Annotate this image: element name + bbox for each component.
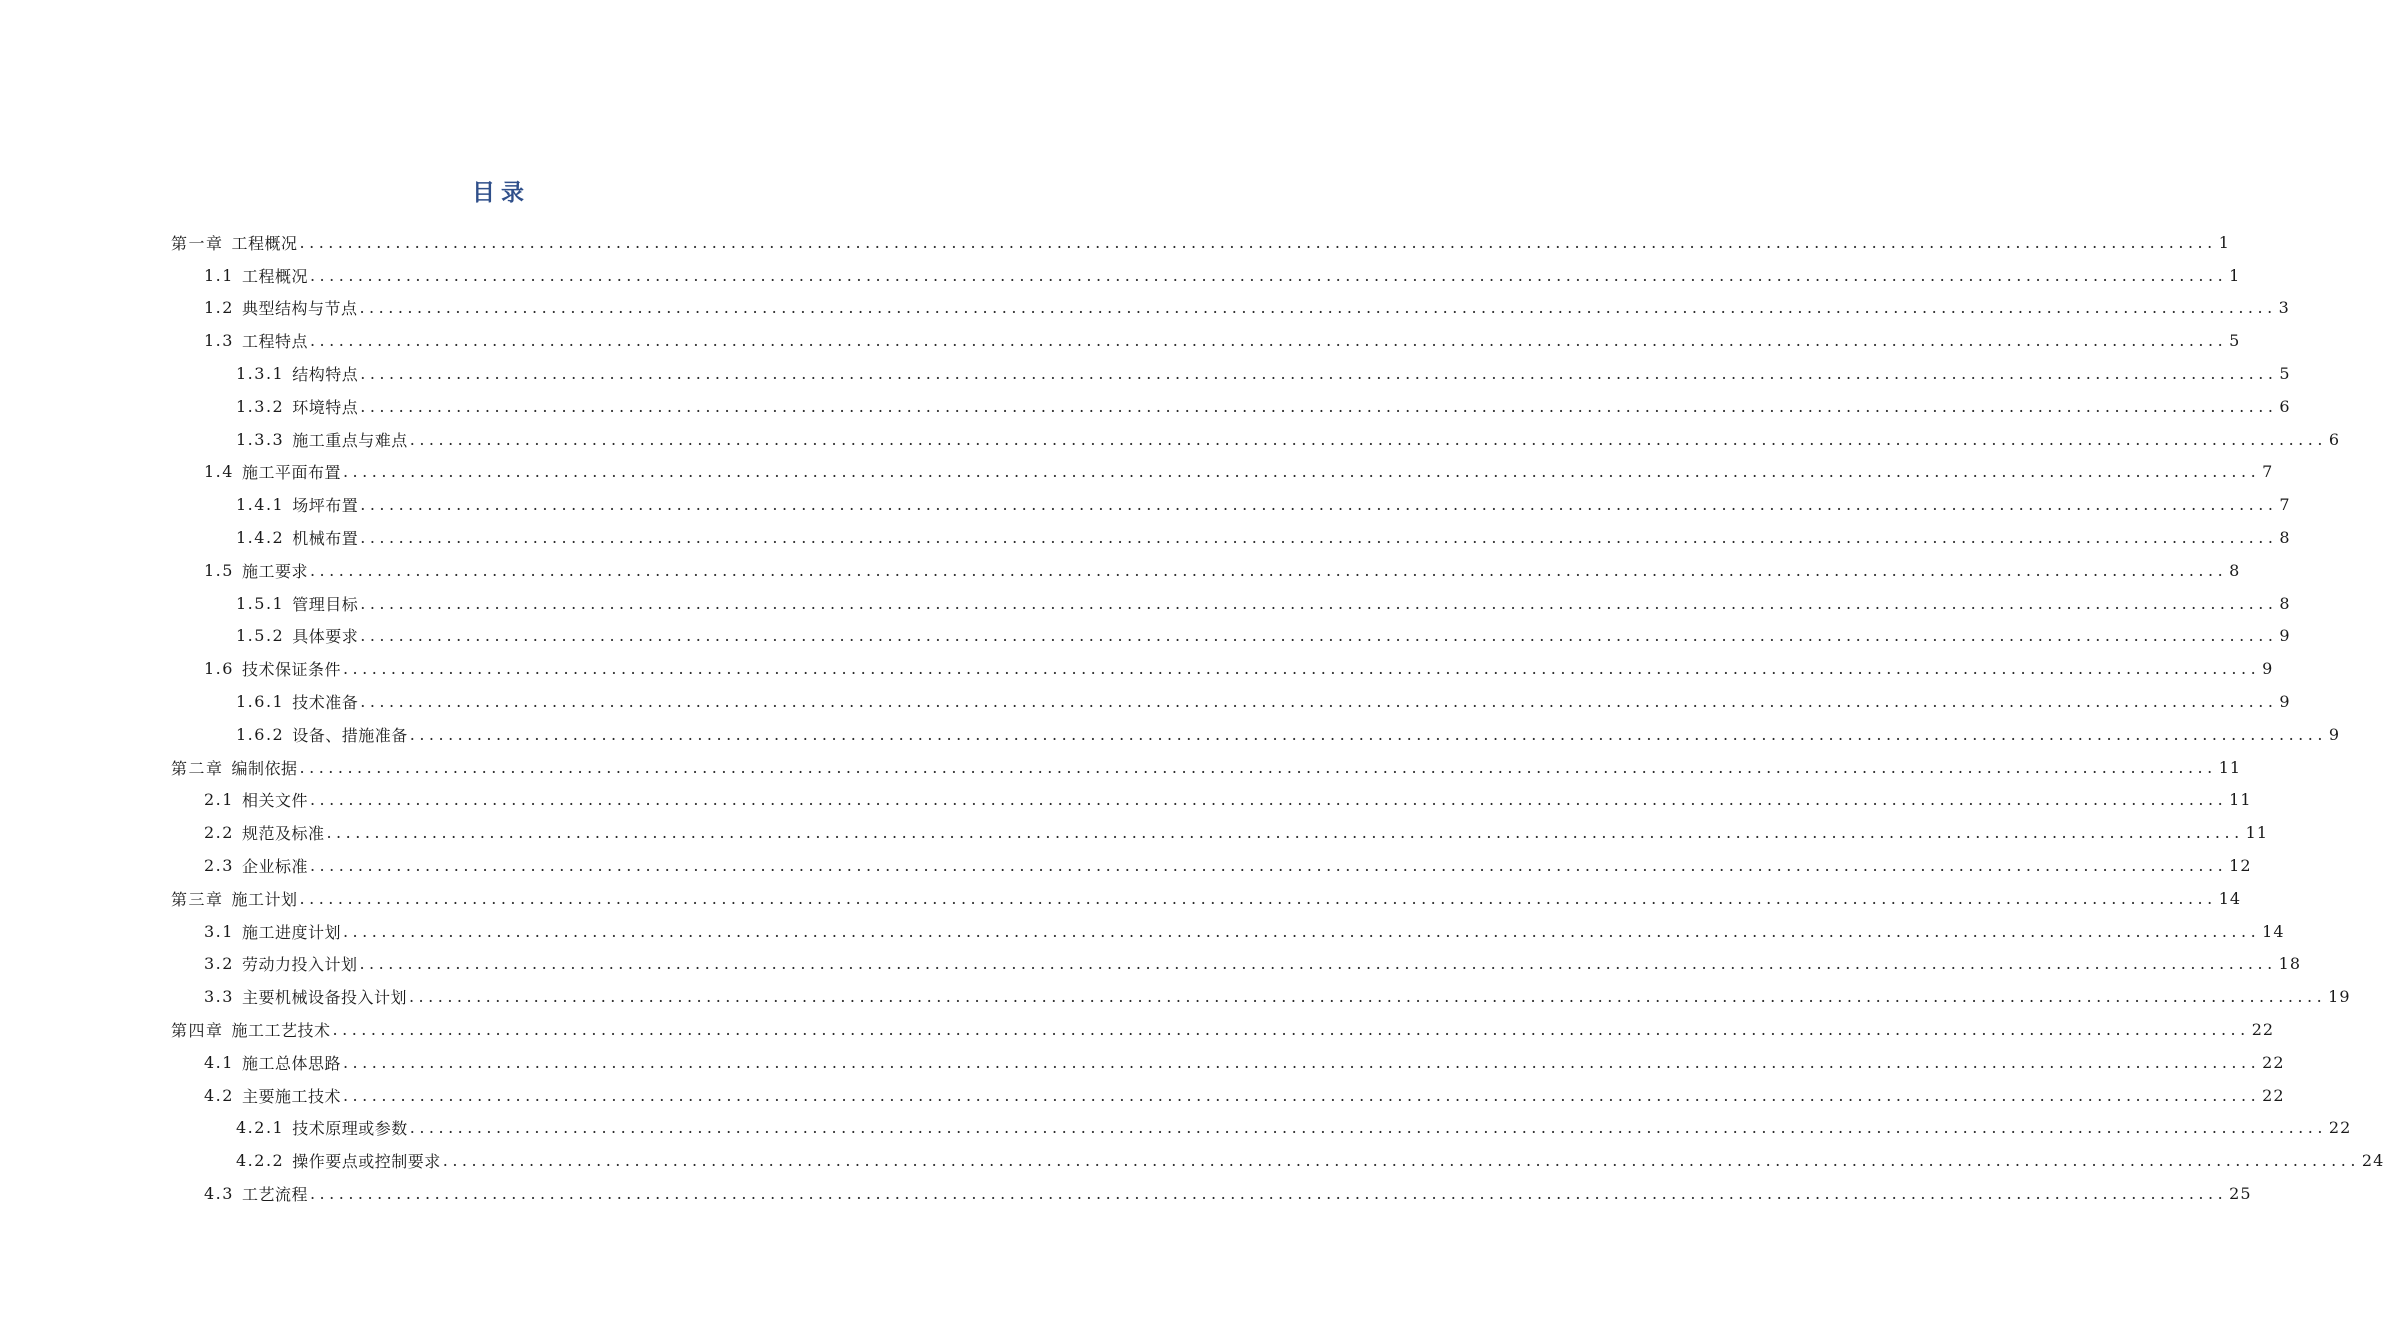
toc-entry-label: 施工工艺技术 [231, 1021, 331, 1041]
toc-dot-leader: ........................................................................................................................................................................................................ [408, 987, 2327, 1007]
toc-dot-leader: ........................................................................................................................................................................................................ [332, 1020, 2250, 1040]
toc-entry-page: 12 [2229, 856, 2252, 876]
toc-entry-label: 典型结构与节点 [241, 299, 358, 319]
toc-entry-label: 主要机械设备投入计划 [241, 988, 407, 1008]
toc-entry-page: 8 [2279, 593, 2291, 613]
toc-dot-leader: ........................................................................................................................................................................................................ [360, 528, 2278, 548]
toc-entry[interactable] [204, 915, 2285, 948]
toc-entry-number: 4.2.1 [236, 1118, 285, 1138]
toc-entry-label: 机械布置 [292, 529, 359, 549]
toc-entry[interactable] [204, 1046, 2285, 1079]
toc-entry-number: 1.3.1 [236, 364, 285, 384]
toc-entry-label: 施工重点与难点 [292, 430, 408, 450]
toc-entry-number: 2.3 [204, 856, 234, 876]
toc-entry-page: 5 [2279, 364, 2291, 384]
toc-entry-number: 第一章 [171, 233, 224, 253]
toc-entry-page: 3 [2278, 298, 2290, 318]
toc-entry-label: 施工平面布置 [241, 463, 341, 483]
toc-dot-leader: ........................................................................................................................................................................................................ [342, 659, 2261, 679]
toc-entry-label: 施工要求 [241, 561, 308, 581]
toc-entry[interactable] [204, 784, 2252, 817]
toc-entry-page: 11 [2218, 757, 2242, 777]
toc-entry-label: 施工进度计划 [241, 922, 341, 942]
toc-entry-page: 7 [2279, 495, 2291, 515]
toc-entry-number: 第二章 [171, 758, 224, 778]
toc-entry-label: 场坪布置 [292, 496, 359, 516]
toc-entry[interactable] [204, 980, 2351, 1013]
toc-entry-page: 25 [2229, 1184, 2252, 1204]
toc-entry-number: 第三章 [171, 889, 224, 909]
toc-entry[interactable] [204, 554, 2241, 587]
toc-entry-page: 1 [2218, 232, 2230, 252]
toc-dot-leader: ........................................................................................................................................................................................................ [309, 1184, 2228, 1204]
toc-dot-leader: ........................................................................................................................................................................................................ [342, 462, 2261, 482]
toc-entry-label: 具体要求 [292, 627, 359, 647]
toc-dot-leader: ........................................................................................................................................................................................................ [326, 823, 2244, 843]
toc-entry-number: 1.3 [204, 331, 234, 351]
toc-entry-number: 1.3.3 [236, 429, 285, 449]
toc-entry-page: 22 [2251, 1020, 2275, 1040]
toc-entry[interactable] [236, 488, 2291, 521]
toc-entry-label: 劳动力投入计划 [241, 955, 358, 975]
toc-entry-label: 编制依据 [231, 758, 298, 778]
toc-entry-label: 技术保证条件 [241, 660, 341, 680]
toc-entry[interactable] [236, 587, 2291, 620]
toc-dot-leader: ........................................................................................................................................................................................................ [309, 560, 2228, 580]
toc-entry-number: 1.5.2 [236, 626, 285, 646]
toc-entry-label: 规范及标准 [241, 824, 325, 844]
toc-entry[interactable] [236, 423, 2341, 456]
toc-dot-leader: ........................................................................................................................................................................................................ [359, 954, 2277, 974]
toc-entry[interactable] [204, 816, 2269, 849]
toc-entry-page: 22 [2328, 1118, 2352, 1138]
toc-dot-leader: ........................................................................................................................................................................................................ [309, 331, 2228, 351]
toc-dot-leader: ........................................................................................................................................................................................................ [342, 1085, 2261, 1105]
toc-entry-number: 3.1 [204, 921, 234, 941]
toc-entry-number: 1.2 [204, 298, 234, 318]
toc-dot-leader: ........................................................................................................................................................................................................ [342, 1052, 2261, 1072]
toc-entry-page: 22 [2262, 1085, 2285, 1105]
toc-entry[interactable] [236, 620, 2291, 653]
toc-entry-page: 14 [2218, 888, 2242, 908]
toc-entry-number: 4.2.2 [236, 1151, 285, 1171]
toc-entry[interactable] [204, 1079, 2285, 1112]
toc-entry-page: 22 [2262, 1052, 2285, 1072]
toc-entry-page: 1 [2229, 265, 2241, 285]
toc-dot-leader: ........................................................................................................................................................................................................ [360, 593, 2278, 613]
toc-entry-number: 3.2 [204, 954, 234, 974]
toc-dot-leader: ........................................................................................................................................................................................................ [360, 692, 2278, 712]
toc-entry-label: 企业标准 [241, 857, 308, 877]
toc-dot-leader: ........................................................................................................................................................................................................ [409, 1118, 2327, 1138]
toc-entry[interactable] [204, 1177, 2252, 1210]
toc-entry-number: 4.1 [204, 1052, 234, 1072]
toc-entry[interactable] [204, 948, 2302, 981]
toc-entry-label: 结构特点 [292, 365, 359, 385]
toc-entry-page: 9 [2328, 724, 2341, 744]
toc-entry-label: 施工总体思路 [241, 1053, 341, 1073]
toc-entry-page: 11 [2245, 823, 2269, 843]
toc-entry-label: 工艺流程 [241, 1185, 308, 1205]
toc-dot-leader: ........................................................................................................................................................................................................ [299, 232, 2217, 252]
toc-entry[interactable] [171, 1013, 2275, 1046]
toc-entry[interactable] [204, 292, 2290, 325]
toc-entry[interactable] [204, 652, 2274, 685]
toc-entry-number: 1.1 [204, 265, 234, 285]
toc-entry[interactable] [204, 456, 2274, 489]
toc-entry-number: 1.3.2 [236, 396, 285, 416]
toc-entry-number: 第四章 [171, 1021, 224, 1041]
toc-entry-page: 6 [2328, 429, 2341, 449]
toc-entry-label: 操作要点或控制要求 [292, 1152, 441, 1172]
toc-entry-label: 管理目标 [292, 594, 359, 614]
toc-entry-page: 6 [2279, 396, 2291, 416]
toc-entry-label: 主要施工技术 [241, 1086, 341, 1106]
toc-entry-number: 1.6.1 [236, 692, 285, 712]
toc-entry-number: 4.3 [204, 1184, 234, 1204]
toc-dot-leader: ........................................................................................................................................................................................................ [360, 364, 2278, 384]
toc-entry-number: 1.4 [204, 462, 234, 482]
toc-dot-leader: ........................................................................................................................................................................................................ [309, 790, 2228, 810]
toc-dot-leader: ........................................................................................................................................................................................................ [409, 429, 2327, 449]
toc-entry-page: 11 [2229, 790, 2252, 810]
toc-dot-leader: ........................................................................................................................................................................................................ [299, 757, 2217, 777]
toc-entry[interactable] [236, 357, 2291, 390]
toc-entry[interactable] [236, 521, 2291, 554]
toc-entry-label: 环境特点 [292, 397, 359, 417]
toc-entry[interactable] [236, 390, 2291, 423]
toc-dot-leader: ........................................................................................................................................................................................................ [409, 724, 2327, 744]
toc-entry-label: 技术准备 [292, 693, 359, 713]
toc-entry-page: 9 [2262, 659, 2274, 679]
toc-entry-label: 设备、措施准备 [292, 725, 408, 745]
toc-dot-leader: ........................................................................................................................................................................................................ [309, 265, 2228, 285]
toc-entry-page: 7 [2262, 462, 2274, 482]
toc-entry-number: 1.6.2 [236, 724, 285, 744]
toc-entry-page: 8 [2229, 560, 2241, 580]
toc-entry[interactable] [236, 718, 2341, 751]
toc-entry-page: 19 [2328, 987, 2351, 1007]
toc-entry[interactable] [236, 1112, 2352, 1145]
toc-entry-number: 1.5.1 [236, 593, 285, 613]
toc-dot-leader: ........................................................................................................................................................................................................ [360, 626, 2278, 646]
toc-entry-number: 1.4.1 [236, 495, 285, 515]
toc-entry-page: 5 [2229, 331, 2241, 351]
toc-dot-leader: ........................................................................................................................................................................................................ [442, 1151, 2360, 1171]
toc-entry-label: 工程特点 [241, 332, 308, 352]
toc-entry-number: 3.3 [204, 987, 234, 1007]
toc-entry-number: 2.1 [204, 790, 234, 810]
toc-entry-label: 工程概况 [241, 266, 308, 286]
toc-entry-page: 18 [2278, 954, 2302, 974]
toc-entry-number: 1.5 [204, 560, 234, 580]
toc-entry[interactable] [171, 751, 2242, 784]
toc-entry-label: 施工计划 [231, 889, 298, 909]
toc-entry-label: 相关文件 [241, 791, 308, 811]
toc-entry-page: 8 [2279, 528, 2291, 548]
toc-dot-leader: ........................................................................................................................................................................................................ [342, 921, 2261, 941]
toc-entry[interactable] [236, 685, 2291, 718]
toc-entry[interactable] [204, 324, 2241, 357]
toc-title: 目录 [472, 180, 530, 206]
toc-entry-page: 14 [2262, 921, 2285, 941]
toc-entry-number: 1.6 [204, 659, 234, 679]
toc-entry-page: 9 [2279, 692, 2291, 712]
toc-dot-leader: ........................................................................................................................................................................................................ [360, 495, 2278, 515]
toc-dot-leader: ........................................................................................................................................................................................................ [309, 856, 2228, 876]
toc-entry[interactable] [204, 849, 2252, 882]
toc-entry-number: 4.2 [204, 1085, 234, 1105]
toc-entry-page: 9 [2279, 626, 2291, 646]
toc-entry-page: 24 [2361, 1151, 2384, 1171]
toc-dot-leader: ........................................................................................................................................................................................................ [360, 396, 2278, 416]
toc-entry-label: 工程概况 [231, 233, 298, 253]
toc-entry-number: 2.2 [204, 823, 234, 843]
toc-entry-label: 技术原理或参数 [292, 1119, 408, 1139]
toc-dot-leader: ........................................................................................................................................................................................................ [359, 298, 2277, 318]
toc-entry[interactable] [236, 1144, 2384, 1177]
toc-entry[interactable] [204, 259, 2241, 292]
toc-entry-number: 1.4.2 [236, 528, 285, 548]
toc-dot-leader: ........................................................................................................................................................................................................ [299, 888, 2217, 908]
toc-entry[interactable] [171, 882, 2242, 915]
toc-entry[interactable] [171, 226, 2230, 259]
